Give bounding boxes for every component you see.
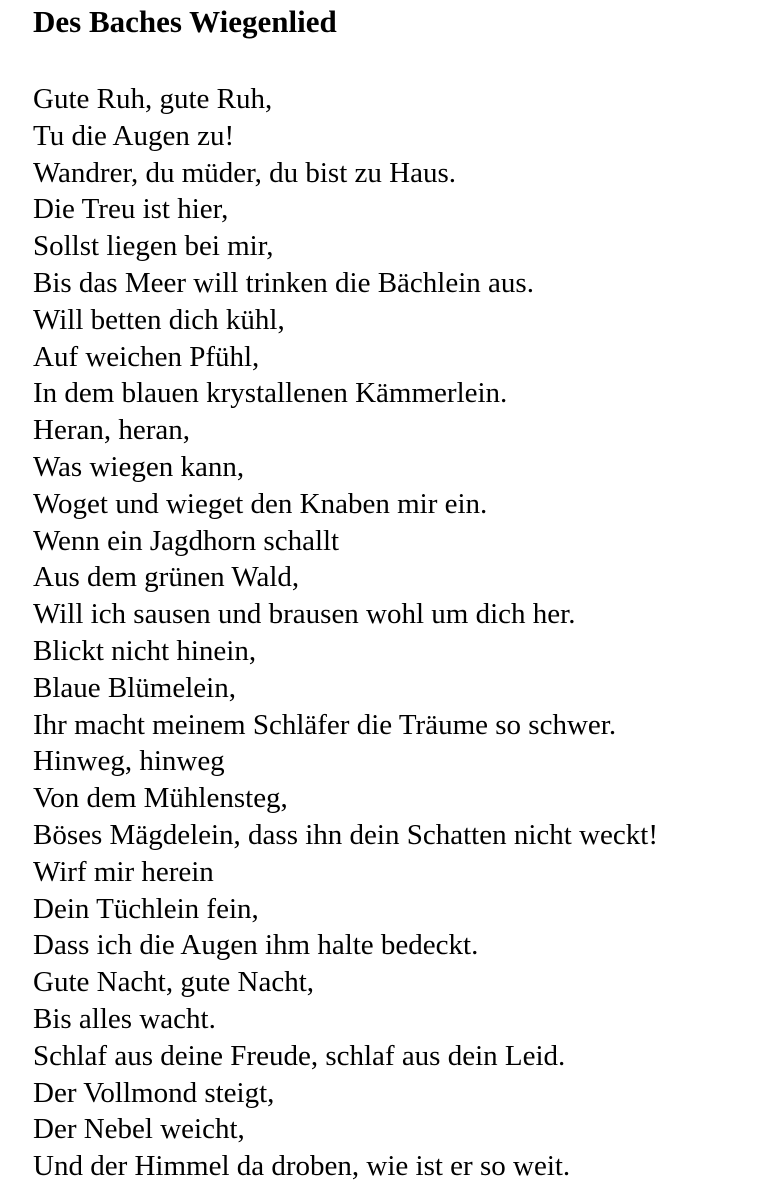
poem-line: Von dem Mühlensteg, (33, 782, 288, 815)
poem-line: Bis alles wacht. (33, 1002, 216, 1035)
poem-line: Blaue Blümelein, (33, 671, 236, 704)
poem-line: Schlaf aus deine Freude, schlaf aus dein Leid. (33, 1039, 566, 1072)
poem-line: Böses Mägdelein, dass ihn dein Schatten nicht weckt! (33, 818, 658, 851)
poem-line: Gute Ruh, gute Ruh, (33, 83, 273, 115)
poem-line: Woget und wieget den Knaben mir ein. (33, 487, 488, 520)
poem-line: Was wiegen kann, (33, 450, 245, 483)
poem-line: In dem blauen krystallenen Kämmerlein. (33, 377, 508, 410)
poem-line: Dass ich die Augen ihm halte bedeckt. (33, 929, 479, 962)
poem-body (33, 81, 763, 1185)
poem-line: Dein Tüchlein fein, (33, 892, 259, 925)
poem-line: Der Vollmond steigt, (33, 1076, 275, 1109)
poem-line: Sollst liegen bei mir, (33, 230, 274, 263)
document-page (33, 0, 763, 1185)
poem-line: Die Treu ist hier, (33, 193, 229, 226)
poem-line: Bis das Meer will trinken die Bächlein aus. (33, 266, 534, 299)
poem-line: Wirf mir herein (33, 855, 214, 888)
poem-line: Auf weichen Pfühl, (33, 340, 260, 373)
poem-title: Des Baches Wiegenlied (33, 4, 337, 39)
poem-line: Wandrer, du müder, du bist zu Haus. (33, 156, 456, 189)
poem-line: Blickt nicht hinein, (33, 634, 257, 667)
poem-line: Heran, heran, (33, 414, 190, 447)
poem-line: Aus dem grünen Wald, (33, 561, 300, 594)
poem-line: Der Nebel weicht, (33, 1113, 245, 1146)
poem-line: Ihr macht meinem Schläfer die Träume so schwer. (33, 708, 617, 741)
poem-line: Und der Himmel da droben, wie ist er so weit. (33, 1150, 571, 1183)
poem-line: Wenn ein Jagdhorn schallt (33, 524, 340, 557)
poem-line: Gute Nacht, gute Nacht, (33, 966, 315, 999)
poem-line: Will ich sausen und brausen wohl um dich her. (33, 598, 576, 631)
poem-line: Hinweg, hinweg (33, 745, 225, 778)
poem-line: Will betten dich kühl, (33, 303, 285, 336)
poem-line: Tu die Augen zu! (33, 119, 235, 152)
